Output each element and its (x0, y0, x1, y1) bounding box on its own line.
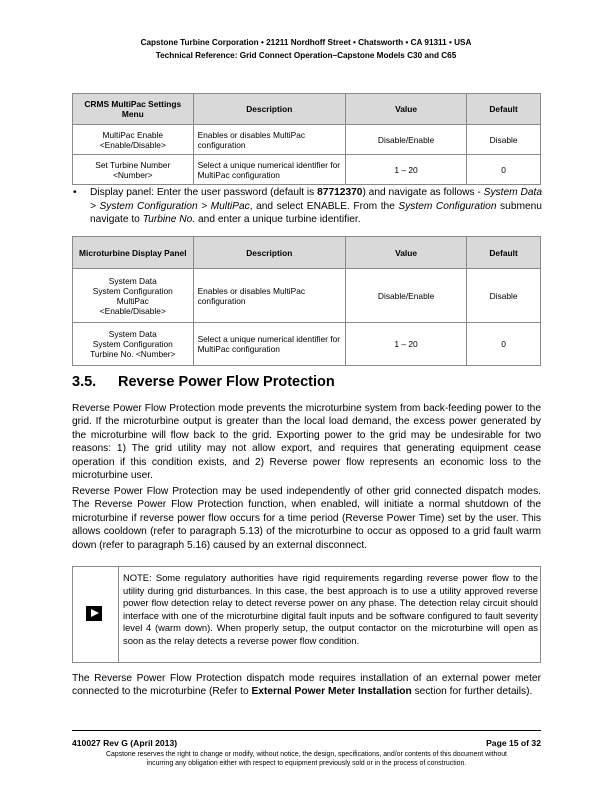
table-row (73, 269, 541, 323)
table-header-cell: Default (467, 237, 541, 269)
table-cell: Disable (467, 269, 541, 323)
table-row (73, 155, 541, 185)
table-cell: Disable/Enable (346, 269, 467, 323)
section-number: 3.5. (72, 374, 97, 390)
panel-path-line: System Data (108, 329, 157, 339)
panel-path-line: System Configuration (92, 285, 173, 296)
table-cell: Disable/Enable (346, 125, 467, 155)
header-reference-line: Technical Reference: Grid Connect Operation–Capstone Models C30 and C65 (155, 50, 457, 60)
table-header-cell: CRMS MultiPac Settings Menu (73, 94, 194, 125)
default-password: 87712370 (317, 187, 363, 198)
panel-path-line: System Data (108, 275, 157, 286)
footer-divider (72, 730, 541, 731)
panel-path-line: Turbine No. <Number> (90, 349, 176, 359)
submenu-name: System Configuration (398, 200, 497, 212)
panel-path-line: MultiPac (116, 295, 149, 306)
table-header-cell: Microturbine Display Panel (73, 237, 194, 269)
disclaimer-line: incurring any obligation either with respect to equipment previously sold or in the process of construction. (146, 760, 467, 767)
table-cell (73, 125, 194, 155)
table-cell: Select a unique numerical identifier for MultiPac configuration (193, 155, 345, 185)
table-header-cell: Description (193, 237, 345, 269)
bullet-text: Display panel: Enter the user password (default is (90, 187, 318, 198)
page-header (0, 37, 612, 62)
bullet-dot: • (73, 187, 77, 198)
menu-item-option: <Enable/Disable> (99, 139, 166, 150)
turbine-no-label: Turbine No. (142, 214, 196, 225)
arrow-right-icon (86, 606, 102, 621)
bullet-text: submenu navigate to (90, 200, 542, 225)
table-header-row (73, 94, 541, 125)
table-cell: Disable (467, 125, 541, 155)
paragraph-text: section for further details). (411, 686, 533, 698)
panel-path-line: System Configuration (92, 339, 173, 349)
footer-document-id: 410027 Rev G (April 2013) (72, 738, 178, 748)
note-box (72, 566, 541, 663)
disclaimer-line: Capstone reserves the right to change or modify, without notice, the design, specifications, and/or contents of this document without (106, 751, 507, 758)
table-header-cell: Description (193, 94, 345, 125)
table-cell: 0 (467, 323, 541, 366)
body-paragraph: Reverse Power Flow Protection mode prevents the microturbine system from back-feeding power to the grid. If the microturbine output is greater than the local load demand, the excess power generated by the microturbine will flow back to the grid. Exporting power to the grid may be undesirable for two reasons: 1) The grid utility may not allow export, and requires that generating equipment cease operation if this condition exists, and 2) Reverse power flow represents an economic loss to the microturbine user. (72, 403, 541, 482)
table-header-cell: Value (346, 94, 467, 125)
table-cell (73, 269, 194, 323)
body-paragraph (72, 672, 541, 699)
table-cell (73, 155, 194, 185)
navigation-path: System Data > System Configuration > MultiPac (90, 187, 542, 212)
table-cell: 0 (467, 155, 541, 185)
table-header-cell: Value (346, 237, 467, 269)
table-cell: Select a unique numerical identifier for MultiPac configuration (193, 323, 345, 366)
body-paragraph: Reverse Power Flow Protection may be used independently of other grid connected dispatch modes. The Reverse Power Flow Protection function, when enabled, will initiate a normal shutdown of the microturbine if reverse power flow occurs for a time period (Reverse Power Time) set by the user. This allows cooldown (refer to paragraph 5.13) of the microturbine to occur as opposed to a grid fault warm down (refer to paragraph 5.16) caused by an external disconnect. (72, 486, 541, 551)
section-title: Reverse Power Flow Protection (118, 374, 335, 390)
table-header-cell: Default (467, 94, 541, 125)
display-panel-bullet (73, 186, 542, 227)
table-cell: 1 – 20 (346, 155, 467, 185)
bullet-text: and enter a unique turbine identifier. (195, 214, 361, 225)
bullet-text: , and select ENABLE. From the (249, 200, 399, 212)
table-row (73, 125, 541, 155)
panel-path-line: <Enable/Disable> (99, 305, 166, 316)
microturbine-display-panel-table (72, 236, 541, 366)
section-heading (72, 374, 335, 390)
paragraph-text: The Reverse Power Flow Protection dispatch mode requires installation of an external power meter connected to the microturbine (Refer to (72, 673, 541, 698)
header-company-line: Capstone Turbine Corporation • 21211 Nordhoff Street • Chatsworth • CA 91311 • USA (140, 38, 472, 47)
footer-disclaimer (72, 750, 541, 768)
table-header-row (73, 237, 541, 269)
meter-installation-reference: External Power Meter Installation (251, 686, 412, 698)
menu-item-option: <Number> (112, 169, 153, 180)
note-text: NOTE: Some regulatory authorities have rigid requirements regarding reverse power flow to the utility during grid disturbances. In this case, the best approach is to use a utility approved reverse power flow detection relay to detect reverse power on any phase. The detection relay circuit should interface with one of the microturbine digital fault inputs and be software configured to fault severity level 4 (warm down). When properly setup, the output contactor on the microturbine will open as soon as the relay detects a reverse power flow condition. (123, 572, 538, 646)
table-row (73, 323, 541, 366)
table-cell: Enables or disables MultiPac configuration (193, 125, 345, 155)
table-cell (73, 323, 194, 366)
menu-item-name: Set Turbine Number (95, 159, 171, 170)
crms-multipac-settings-table (72, 93, 541, 185)
table-cell: Enables or disables MultiPac configuration (193, 269, 345, 323)
table-cell: 1 – 20 (346, 323, 467, 366)
menu-item-name: MultiPac Enable (102, 129, 164, 140)
footer-page-number: Page 15 of 32 (486, 738, 541, 748)
bullet-text: ) and navigate as follows - (362, 187, 484, 198)
note-icon-cell (73, 567, 119, 662)
